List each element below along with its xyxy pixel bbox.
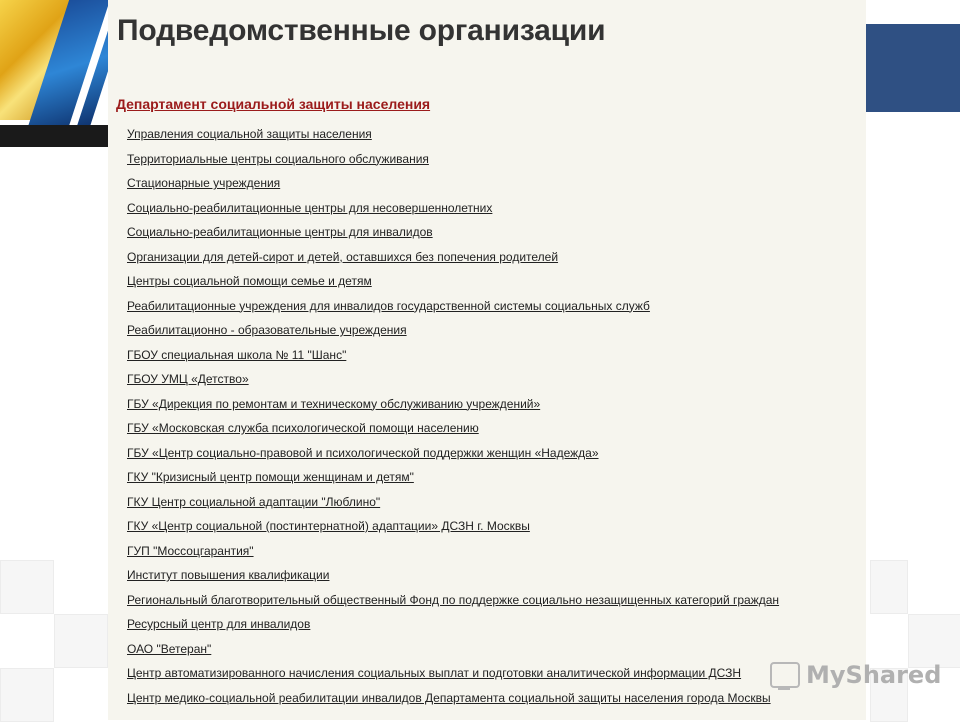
bg-tile bbox=[54, 614, 108, 668]
organization-link[interactable]: Центр автоматизированного начисления социальных выплат и подготовки аналитической информации ДСЗН bbox=[127, 666, 742, 680]
organization-link[interactable]: Управления социальной защиты населения bbox=[127, 127, 372, 141]
myshared-logo-icon bbox=[770, 662, 800, 688]
organization-link[interactable]: Территориальные центры социального обслуживания bbox=[127, 151, 429, 166]
organization-link[interactable]: Центры социальной помощи семье и детям bbox=[127, 274, 372, 288]
corner-decoration-image bbox=[0, 0, 108, 148]
watermark-text: MyShared bbox=[806, 661, 942, 689]
organization-link[interactable]: ГБУ «Московская служба психологической помощи населению bbox=[127, 421, 479, 435]
organization-link[interactable]: Ресурсный центр для инвалидов bbox=[127, 617, 311, 631]
page-title: Подведомственные организации bbox=[117, 14, 606, 47]
organization-link[interactable]: ГКУ "Кризисный центр помощи женщинам и детям" bbox=[127, 470, 414, 484]
bg-tile bbox=[870, 560, 908, 614]
organization-link[interactable]: ГКУ Центр социальной адаптации "Люблино" bbox=[127, 494, 381, 509]
black-band bbox=[0, 125, 108, 147]
organization-link[interactable]: Стационарные учреждения bbox=[127, 176, 281, 190]
bg-tile bbox=[0, 668, 54, 722]
organization-link[interactable]: Центр медико-социальной реабилитации инвалидов Департамента социальной защиты населения города Москвы bbox=[127, 690, 771, 705]
organization-list bbox=[127, 124, 779, 712]
organization-link[interactable]: ГБУ «Центр социально-правовой и психологической поддержки женщин «Надежда» bbox=[127, 445, 599, 460]
organization-link[interactable]: Организации для детей-сирот и детей, оставшихся без попечения родителей bbox=[127, 249, 559, 264]
watermark bbox=[770, 660, 941, 690]
organization-link[interactable]: ГБУ «Дирекция по ремонтам и техническому обслуживанию учреждений» bbox=[127, 396, 541, 411]
organization-link[interactable]: Социально-реабилитационные центры для инвалидов bbox=[127, 225, 433, 239]
organization-link[interactable]: ГБОУ специальная школа № 11 "Шанс" bbox=[127, 347, 347, 362]
organization-link[interactable]: Реабилитационные учреждения для инвалидов государственной системы социальных служб bbox=[127, 298, 650, 313]
accent-block bbox=[866, 24, 960, 112]
department-link[interactable]: Департамент социальной защиты населения bbox=[116, 96, 431, 112]
bg-tile bbox=[0, 560, 54, 614]
organization-link[interactable]: ГУП "Моссоцгарантия" bbox=[127, 543, 254, 558]
organization-link[interactable]: Реабилитационно - образовательные учреждения bbox=[127, 323, 407, 337]
organization-link[interactable]: ОАО "Ветеран" bbox=[127, 641, 212, 656]
organization-link[interactable]: Институт повышения квалификации bbox=[127, 568, 330, 582]
organization-link[interactable]: Региональный благотворительный общественный Фонд по поддержке социально незащищенных категорий граждан bbox=[127, 592, 780, 607]
organization-link[interactable]: ГБОУ УМЦ «Детство» bbox=[127, 372, 249, 386]
organization-link[interactable]: Социально-реабилитационные центры для несовершеннолетних bbox=[127, 200, 493, 215]
organization-link[interactable]: ГКУ «Центр социальной (постинтернатной) адаптации» ДСЗН г. Москвы bbox=[127, 519, 530, 533]
